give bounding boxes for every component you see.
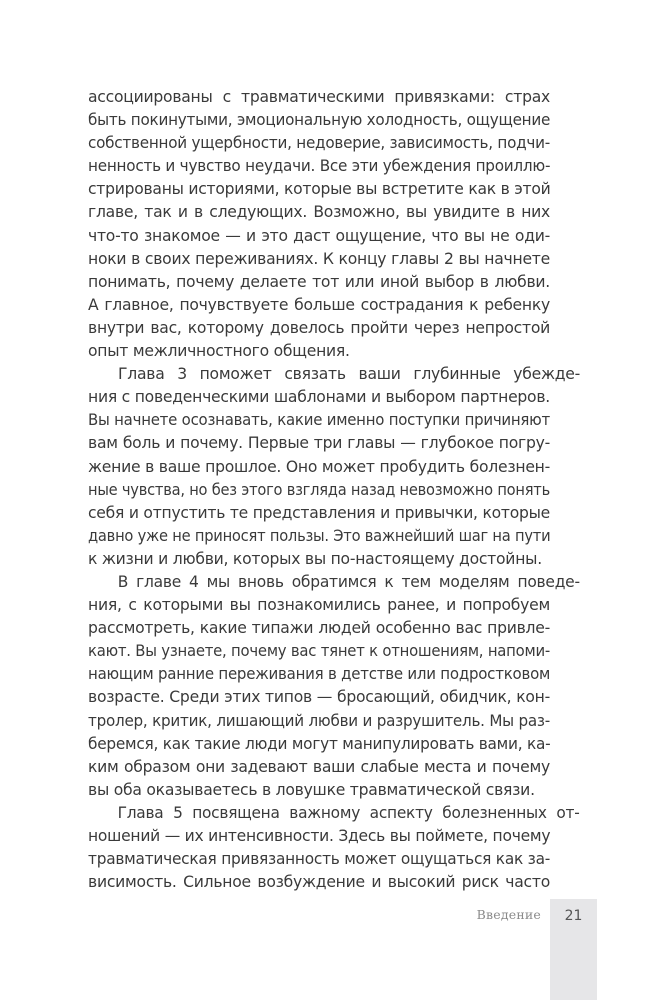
text-line: давно уже не приносят пользы. Это важнейший шаг на пути [88, 526, 551, 545]
text-line: быть покинутыми, эмоциональную холодность, ощущение [88, 111, 551, 130]
text-line: стрированы историями, которые вы встретите как в этой [88, 180, 551, 199]
text-line: вам боль и почему. Первые три главы — глубокое погру- [88, 434, 550, 453]
text-line: главе, так и в следующих. Возможно, вы увидите в них [88, 203, 550, 222]
text-line: ноки в своих переживаниях. К концу главы 2 вы начнете [88, 249, 550, 268]
text-line: внутри вас, которому довелось пройти через непростой [88, 318, 550, 337]
text-line: себя и отпустить те представления и привычки, которые [88, 503, 550, 522]
page-number-tab [550, 899, 597, 1000]
text-line: ния с поведенческими шаблонами и выбором партнеров. [88, 388, 550, 407]
text-line: травматическая привязанность может ощущаться как за- [88, 850, 551, 869]
paragraph-first-line: В главе 4 мы вновь обратимся к тем моделям поведе- [117, 572, 580, 591]
text-line: к жизни и любви, которых вы по-настоящему достойны. [88, 549, 542, 568]
body-text [88, 86, 580, 894]
text-line: ния, с которыми вы познакомились ранее, и попробуем [88, 596, 550, 615]
text-line: ношений — их интенсивности. Здесь вы поймете, почему [88, 827, 551, 845]
page-number: 21 [564, 908, 583, 924]
text-line: тролер, критик, лишающий любви и разрушитель. Мы раз- [88, 711, 550, 730]
text-line: вы оба оказываетесь в ловушке травматической связи. [88, 780, 535, 799]
text-line: ные чувства, но без этого взгляда назад невозможно понять [88, 480, 550, 499]
text-line: ненность и чувство неудачи. Все эти убеждения проиллю- [88, 157, 551, 176]
text-line: жение в ваше прошлое. Оно может пробудить болезнен- [88, 457, 550, 476]
text-line: собственной ущербности, недоверие, зависимость, подчи- [88, 134, 551, 153]
text-line: беремся, как такие люди могут манипулировать вами, ка- [88, 734, 551, 753]
paragraph-first-line: Глава 5 посвящена важному аспекту болезненных от- [117, 803, 580, 822]
text-line: кают. Вы узнаете, почему вас тянет к отношениям, напоми- [88, 642, 550, 661]
text-line: что-то знакомое — и это даст ощущение, что вы не оди- [88, 226, 550, 245]
text-line: Вы начнете осознавать, какие именно поступки причиняют [88, 411, 550, 430]
running-footer-section: Введение [476, 907, 541, 922]
text-line: рассмотреть, какие типажи людей особенно вас привле- [88, 619, 550, 638]
text-line: понимать, почему делаете тот или иной выбор в любви. [88, 272, 550, 291]
text-line: ассоциированы с травматическими привязками: страх [88, 88, 550, 106]
text-line: возрасте. Среди этих типов — бросающий, обидчик, кон- [88, 688, 550, 707]
text-line: нающим ранние переживания в детстве или подростковом [88, 665, 551, 684]
text-line: висимость. Сильное возбуждение и высокий риск часто [88, 873, 550, 892]
text-line: опыт межличностного общения. [88, 342, 350, 361]
paragraph-first-line: Глава 3 поможет связать ваши глубинные убежде- [118, 365, 580, 384]
text-line: А главное, почувствуете больше сострадания к ребенку [88, 295, 550, 314]
text-line: ким образом они задевают ваши слабые места и почему [88, 757, 550, 776]
